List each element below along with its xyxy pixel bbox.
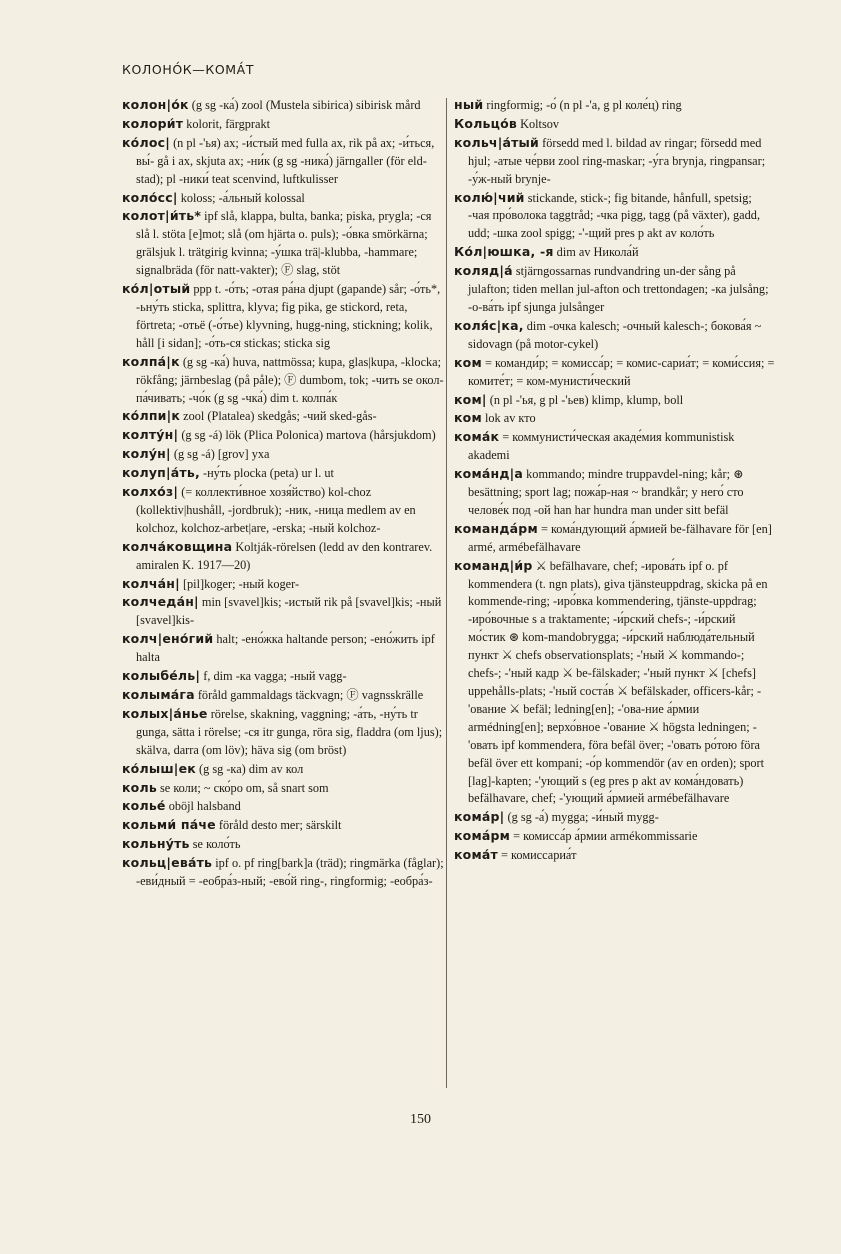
definition: Koltsov (520, 116, 560, 131)
definition: oböjl halsband (168, 799, 241, 814)
headword: кольч|а́тый (454, 134, 540, 150)
dictionary-entry (122, 464, 444, 483)
headword: команд|и́р (454, 557, 533, 573)
definition: lok av кто (484, 411, 536, 426)
headword: ком (454, 410, 482, 426)
dictionary-entry (454, 428, 776, 465)
dictionary-entry (122, 134, 444, 189)
definition: koloss; -а́льный kolossal (180, 190, 305, 205)
dictionary-entry (454, 354, 776, 391)
definition: zool (Platalea) skedgås; -чий sked-gås- (183, 409, 377, 424)
headword: ко́л|отый (122, 281, 191, 297)
definition: dim -очка kalesch; -очный kalesch-; бокова́я ~ sidovagn (på motor-cykel) (468, 318, 762, 351)
headword: колот|и́ть* (122, 208, 202, 224)
headword: колье́ (122, 798, 166, 814)
dictionary-entry (122, 426, 444, 445)
dictionary-entry (122, 538, 444, 575)
headword: колчеда́н| (122, 594, 199, 610)
headword: коль (122, 779, 157, 795)
dictionary-entry (122, 96, 444, 115)
dictionary-entry (454, 115, 776, 134)
headword: ный (454, 97, 484, 112)
right-column (454, 96, 776, 865)
headword: кома́р| (454, 809, 505, 825)
definition: = команди́р; = комисса́р; = комис-сариа́т; = коми́ссия; = комите́т; = ком-мунисти́ческий (468, 355, 775, 388)
headword: ко́лос| (122, 134, 170, 150)
headword: колых|а́нье (122, 705, 208, 721)
dictionary-entry (454, 189, 776, 244)
headword: колча́ковщина (122, 538, 233, 554)
dictionary-entry (454, 808, 776, 827)
dictionary-entry (122, 779, 444, 798)
definition: (g sg -á) [grov] yxa (173, 447, 270, 462)
dictionary-entry (454, 134, 776, 189)
headword: колча́н| (122, 575, 180, 591)
dictionary-entry (122, 667, 444, 686)
dictionary-entry (454, 520, 776, 557)
definition: ipf slå, klappa, bulta, banka; piska, prygla; -ся slå l. stöta [e]mot; slå (om hjärta o. puls); -о́вка smörkärna; grälsjuk l. trätgirig kvinna; -у́шка trä|-klubba, -hammare; signalbräda (för natt-vakter); Ⓕ slag, stöt (136, 209, 432, 278)
dictionary-entry (122, 705, 444, 760)
definition: ppp t. -о́ть; -отая ра́на djupt (gapande) sår; -о́ть*, -ьну́ть sticka, splittra, klyva; fig pika, ge stickord, reta, förtreta; -отьё (-о́тье) klyvning, hugg-ning, stickning; kolik, håll [i sidan]; -о́ть-ся stickas; sticka sig (136, 282, 441, 350)
dictionary-entry (454, 243, 776, 262)
definition: (g sg -ка́) huva, nattmössa; kupa, glas|kupa, -klocka; rökfång; järnbeslag (på påle); Ⓕ dumbom, tok; -чить se окол-па́чивать; -чо́к (g sg -чка́) dim t. колпа́к (136, 354, 444, 405)
dictionary-entry (454, 557, 776, 809)
definition: rörelse, skakning, vaggning; -а́ть, -ну́ть tr gunga, sätta i rörelse; -ся itr gunga, röra sig, fladdra (om ljus); skälva, darra (om löv); häva sig (om bröst) (136, 706, 443, 757)
dictionary-entry (122, 797, 444, 816)
headword: колуп|а́ть, (122, 465, 200, 481)
dictionary-entry (454, 846, 776, 865)
definition: stickande, stick-; fig bitande, hånfull, spetsig; -чая про́волока taggtråd; -чка pigg, tagg (på växter), gadd, udd; -шка zool spigg; -'-щий pres p akt av коло́ть (468, 190, 761, 241)
dictionary-entry (122, 854, 444, 891)
definition: (g sg -ка) dim av кол (199, 761, 304, 776)
headword: коляд|а́ (454, 263, 513, 279)
definition: se коло́ть (192, 837, 241, 852)
definition: -ну́ть plocka (peta) ur l. ut (203, 466, 334, 481)
headword: колыбе́ль| (122, 668, 201, 684)
dictionary-entry (122, 353, 444, 408)
dictionary-entry (122, 575, 444, 594)
definition: (n pl -'ья) ax; -и́стый med fulla ax, rik på ax; -и́ться, вы́- gå i ax, skjuta ax; -ни́к (g sg -ника́) järngaller (för eld-stad); pl -ники́ teat scenvind, luftkulisser (136, 135, 435, 186)
definition: (g sg -á) lök (Plica Polonica) martova (hårsjukdom) (181, 428, 436, 443)
definition: = комиссариа́т (501, 848, 577, 863)
definition: ringformig; -о́ (n pl -'а, g pl коле́ц) ring (486, 98, 682, 112)
definition: min [svavel]kis; -истый rik på [svavel]kis; -ный [svavel]kis- (136, 595, 442, 628)
dictionary-entry (122, 115, 444, 134)
headword: ко́лыш|ек (122, 760, 196, 776)
headword: колю́|чий (454, 189, 525, 205)
headword: Кольцо́в (454, 115, 518, 131)
headword: колхо́з| (122, 484, 179, 500)
headword: колыма́га (122, 687, 195, 702)
definition: föråld desto mer; särskilt (218, 818, 342, 833)
headword: коло́сс| (122, 189, 178, 205)
dictionary-entry (122, 835, 444, 854)
headword: Ко́л|юшка, -я (454, 244, 554, 260)
dictionary-entry (454, 827, 776, 846)
headword: ко́лпи|к (122, 408, 181, 424)
headword: ком| (454, 391, 487, 407)
headword: колпа́|к (122, 353, 180, 369)
dictionary-entry (122, 207, 444, 280)
dictionary-entry (122, 816, 444, 835)
dictionary-entry (454, 409, 776, 428)
dictionary-entry (454, 262, 776, 317)
dictionary-entry (122, 760, 444, 779)
dictionary-entry (122, 483, 444, 538)
definition: kommando; mindre truppavdel-ning; kår; ⊛ besättning; sport lag; пожа́р-ная ~ brandkår; у него́ сто челове́к под -ой han har hundra man under sitt befäl (468, 467, 744, 517)
dictionary-entry (122, 630, 444, 667)
dictionary-entry (122, 189, 444, 208)
headword: колту́н| (122, 427, 179, 443)
definition: försedd med l. bildad av ringar; försedd med hjul; -атые че́рви zool ring-maskar; -у́га brynja, ringpansar; -у́ж-ный brynje- (468, 135, 766, 186)
headword: колу́н| (122, 446, 171, 462)
headword: командáрм (454, 520, 538, 536)
dictionary-entry (454, 465, 776, 520)
definition: = коммунисти́ческая акаде́мия kommunistisk akademi (468, 430, 735, 463)
headword: коля́с|ка, (454, 317, 524, 333)
definition: föråld gammaldags täckvagn; Ⓕ vagnsskrälle (197, 688, 424, 702)
headword: кольц|ева́ть (122, 855, 213, 871)
dictionary-entry (122, 280, 444, 353)
dictionary-entry (122, 407, 444, 426)
definition: (n pl -'ья, g pl -'ьев) klimp, klump, boll (489, 392, 684, 407)
dictionary-entry (454, 391, 776, 410)
dictionary-entry (454, 96, 776, 115)
dictionary-entry (122, 593, 444, 630)
definition: se коли; ~ ско́ро om, så snart som (160, 780, 329, 795)
headword: кольми́ па́че (122, 817, 216, 833)
definition: halt; -ено́жка haltande person; -ено́жить ipf halta (136, 632, 435, 665)
headword: кома́к (454, 429, 500, 445)
definition: stjärngossarnas rundvandring un-der sång på julafton; tiden mellan jul-afton och trettondagen; -ка julsång; -о-ва́ть ipf sjunga julsånger (468, 264, 769, 314)
definition: [pil]koger; -ный koger- (182, 576, 300, 591)
headword: колон|о́к (122, 97, 189, 112)
definition: = кома́ндующий а́рмией be-fälhavare för [en] armé, armébefälhavare (468, 521, 772, 554)
definition: ipf o. pf ring[bark]a (träd); ringmärka (fåglar); -еви́дный = -еобра́з-ный; -ево́й ring-, ringformig; -еобра́з- (136, 856, 444, 889)
definition: dim av Никола́й (556, 245, 639, 260)
definition: Koltják-rörelsen (ledd av den kontrarev. amiralen K. 1917—20) (136, 539, 433, 572)
headword: ком (454, 354, 482, 370)
headword: кома́т (454, 847, 498, 863)
definition: (g sg -а́) mygga; -и́ный mygg- (507, 810, 659, 825)
page-number: 150 (410, 1112, 431, 1127)
definition: kolorit, färgprakt (186, 116, 271, 131)
headword: комáрм (454, 828, 511, 844)
headword: колч|ено́гий (122, 631, 214, 647)
dictionary-entry (122, 686, 444, 705)
definition: = комисса́р а́рмии armékommissarie (513, 829, 698, 844)
dictionary-entry (454, 317, 776, 354)
column-divider (446, 98, 447, 1088)
running-head: КОЛОНО́К—КОМА́Т (122, 62, 255, 77)
definition: (g sg -ка́) zool (Mustela sibirica) sibirisk mård (191, 98, 421, 112)
headword: кома́нд|а (454, 466, 524, 482)
definition: (= коллекти́вное хозя́йство) kol-choz (kollektiv|hushåll, -jordbruk); -ник, -ница medlem av en kolchoz, kolchoz-arbet|are, -erska; -ный kolchoz- (136, 485, 416, 535)
headword: кольну́ть (122, 836, 190, 852)
dictionary-entry (122, 445, 444, 464)
definition: f, dim -ка vagga; -ный vagg- (203, 669, 347, 684)
definition: ⚔ befälhavare, chef; -ирова́ть ipf o. pf kommendera (t. ngn plats), giva tjänsteuppdrag, skicka på en kommende-ring; -иро́вка kommendering, tjänste-uppdrag; -иро́вочные s a traktamente; -и́рский chefs-; -и́рский мо́стик ⊛ kom-mandobrygga; -и́рский наблюда́тельный пункт ⚔ chefs observationsplats; -'ный ⚔ kommando-; chefs-; -'ный кадр ⚔ be-fälskader; -'ный пункт ⚔ [chefs] uppehålls-plats; -'ный соста́в ⚔ befälskader, officers-kår; -'ование ⚔ befäl; ledning[en]; -'ова-ние а́рмии armédning[en]; верхо́вное -'ование ⚔ högsta ledningen; -'овать ipf kommendera, föra befäl över; -'овать ро́тою föra befäl över ett kompani; -о́р kommendör (av en orden); sport [lag]-kapten; -'ующий s (eg pres p akt av кома́ндовать) befälhavare, chef; -'ующий а́рмией armébefälhavare (468, 558, 768, 806)
headword: колори́т (122, 115, 184, 131)
left-column (122, 96, 444, 891)
